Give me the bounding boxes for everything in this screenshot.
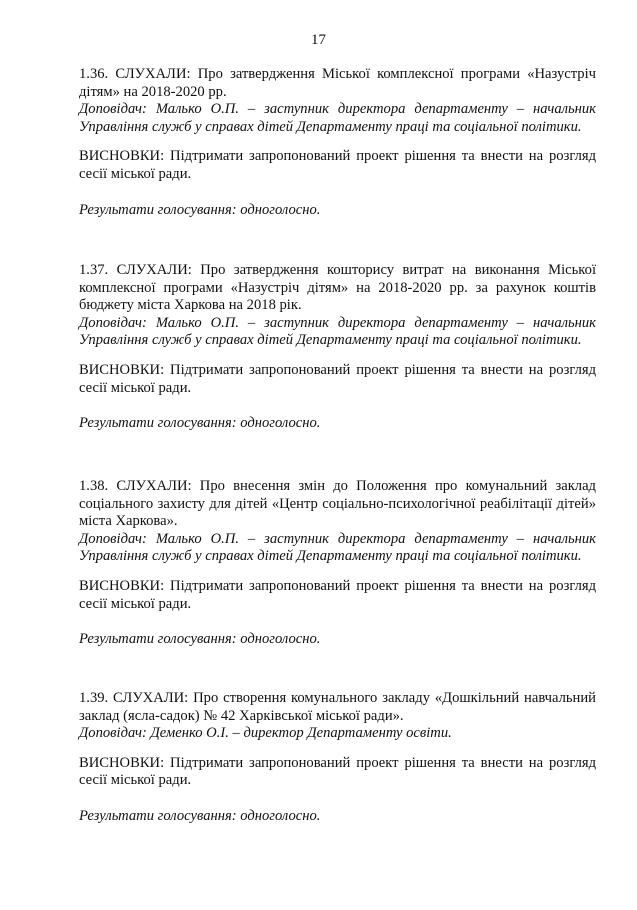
conclusion-text: ВИСНОВКИ: Підтримати запропонований проект рішення та внести на розгляд сесії міської ради. [79, 577, 596, 612]
speaker-text: Доповідач: Малько О.П. – заступник директора департаменту – начальник Управління служб у справах дітей Департаменту праці та соціальної політики. [79, 101, 596, 135]
agenda-item-1-39 [79, 690, 596, 826]
conclusion-text: ВИСНОВКИ: Підтримати запропонований проект рішення та внести на розгляд сесії міської ради. [79, 754, 596, 789]
agenda-item-1-37 [79, 262, 596, 433]
heard-text: 1.38. СЛУХАЛИ: Про внесення змін до Положення про комунальний заклад соціального захисту для дітей «Центр соціально-психологічної реабілітації дітей» міста Харкова». [79, 478, 596, 530]
agenda-item-1-38 [79, 478, 596, 649]
heard-text: 1.37. СЛУХАЛИ: Про затвердження кошторису витрат на виконання Міської комплексної програми «Назустріч дітям» на 2018-2020 рр. за рахунок коштів бюджету міста Харкова на 2018 рік. [79, 262, 596, 314]
vote-result: Результати голосування: одноголосно. [79, 415, 321, 432]
heard-text: 1.36. СЛУХАЛИ: Про затвердження Міської комплексної програми «Назустріч дітям» на 2018-2020 рр. [79, 66, 596, 100]
vote-result: Результати голосування: одноголосно. [79, 631, 321, 648]
heard-text: 1.39. СЛУХАЛИ: Про створення комунального закладу «Дошкільний навчальний заклад (ясла-садок) № 42 Харківської міської ради». [79, 690, 596, 724]
agenda-item-1-36 [79, 66, 596, 219]
vote-result: Результати голосування: одноголосно. [79, 807, 321, 824]
conclusion-text: ВИСНОВКИ: Підтримати запропонований проект рішення та внести на розгляд сесії міської ради. [79, 361, 596, 396]
page-number: 17 [311, 32, 326, 48]
speaker-text: Доповідач: Деменко О.І. – директор Департаменту освіти. [79, 725, 452, 742]
speaker-text: Доповідач: Малько О.П. – заступник директора департаменту – начальник Управління служб у справах дітей Департаменту праці та соціальної політики. [79, 314, 596, 349]
speaker-text: Доповідач: Малько О.П. – заступник директора департаменту – начальник Управління служб у справах дітей Департаменту праці та соціальної політики. [79, 530, 596, 565]
vote-result: Результати голосування: одноголосно. [79, 201, 321, 218]
conclusion-text: ВИСНОВКИ: Підтримати запропонований проект рішення та внести на розгляд сесії міської ради. [79, 148, 596, 182]
